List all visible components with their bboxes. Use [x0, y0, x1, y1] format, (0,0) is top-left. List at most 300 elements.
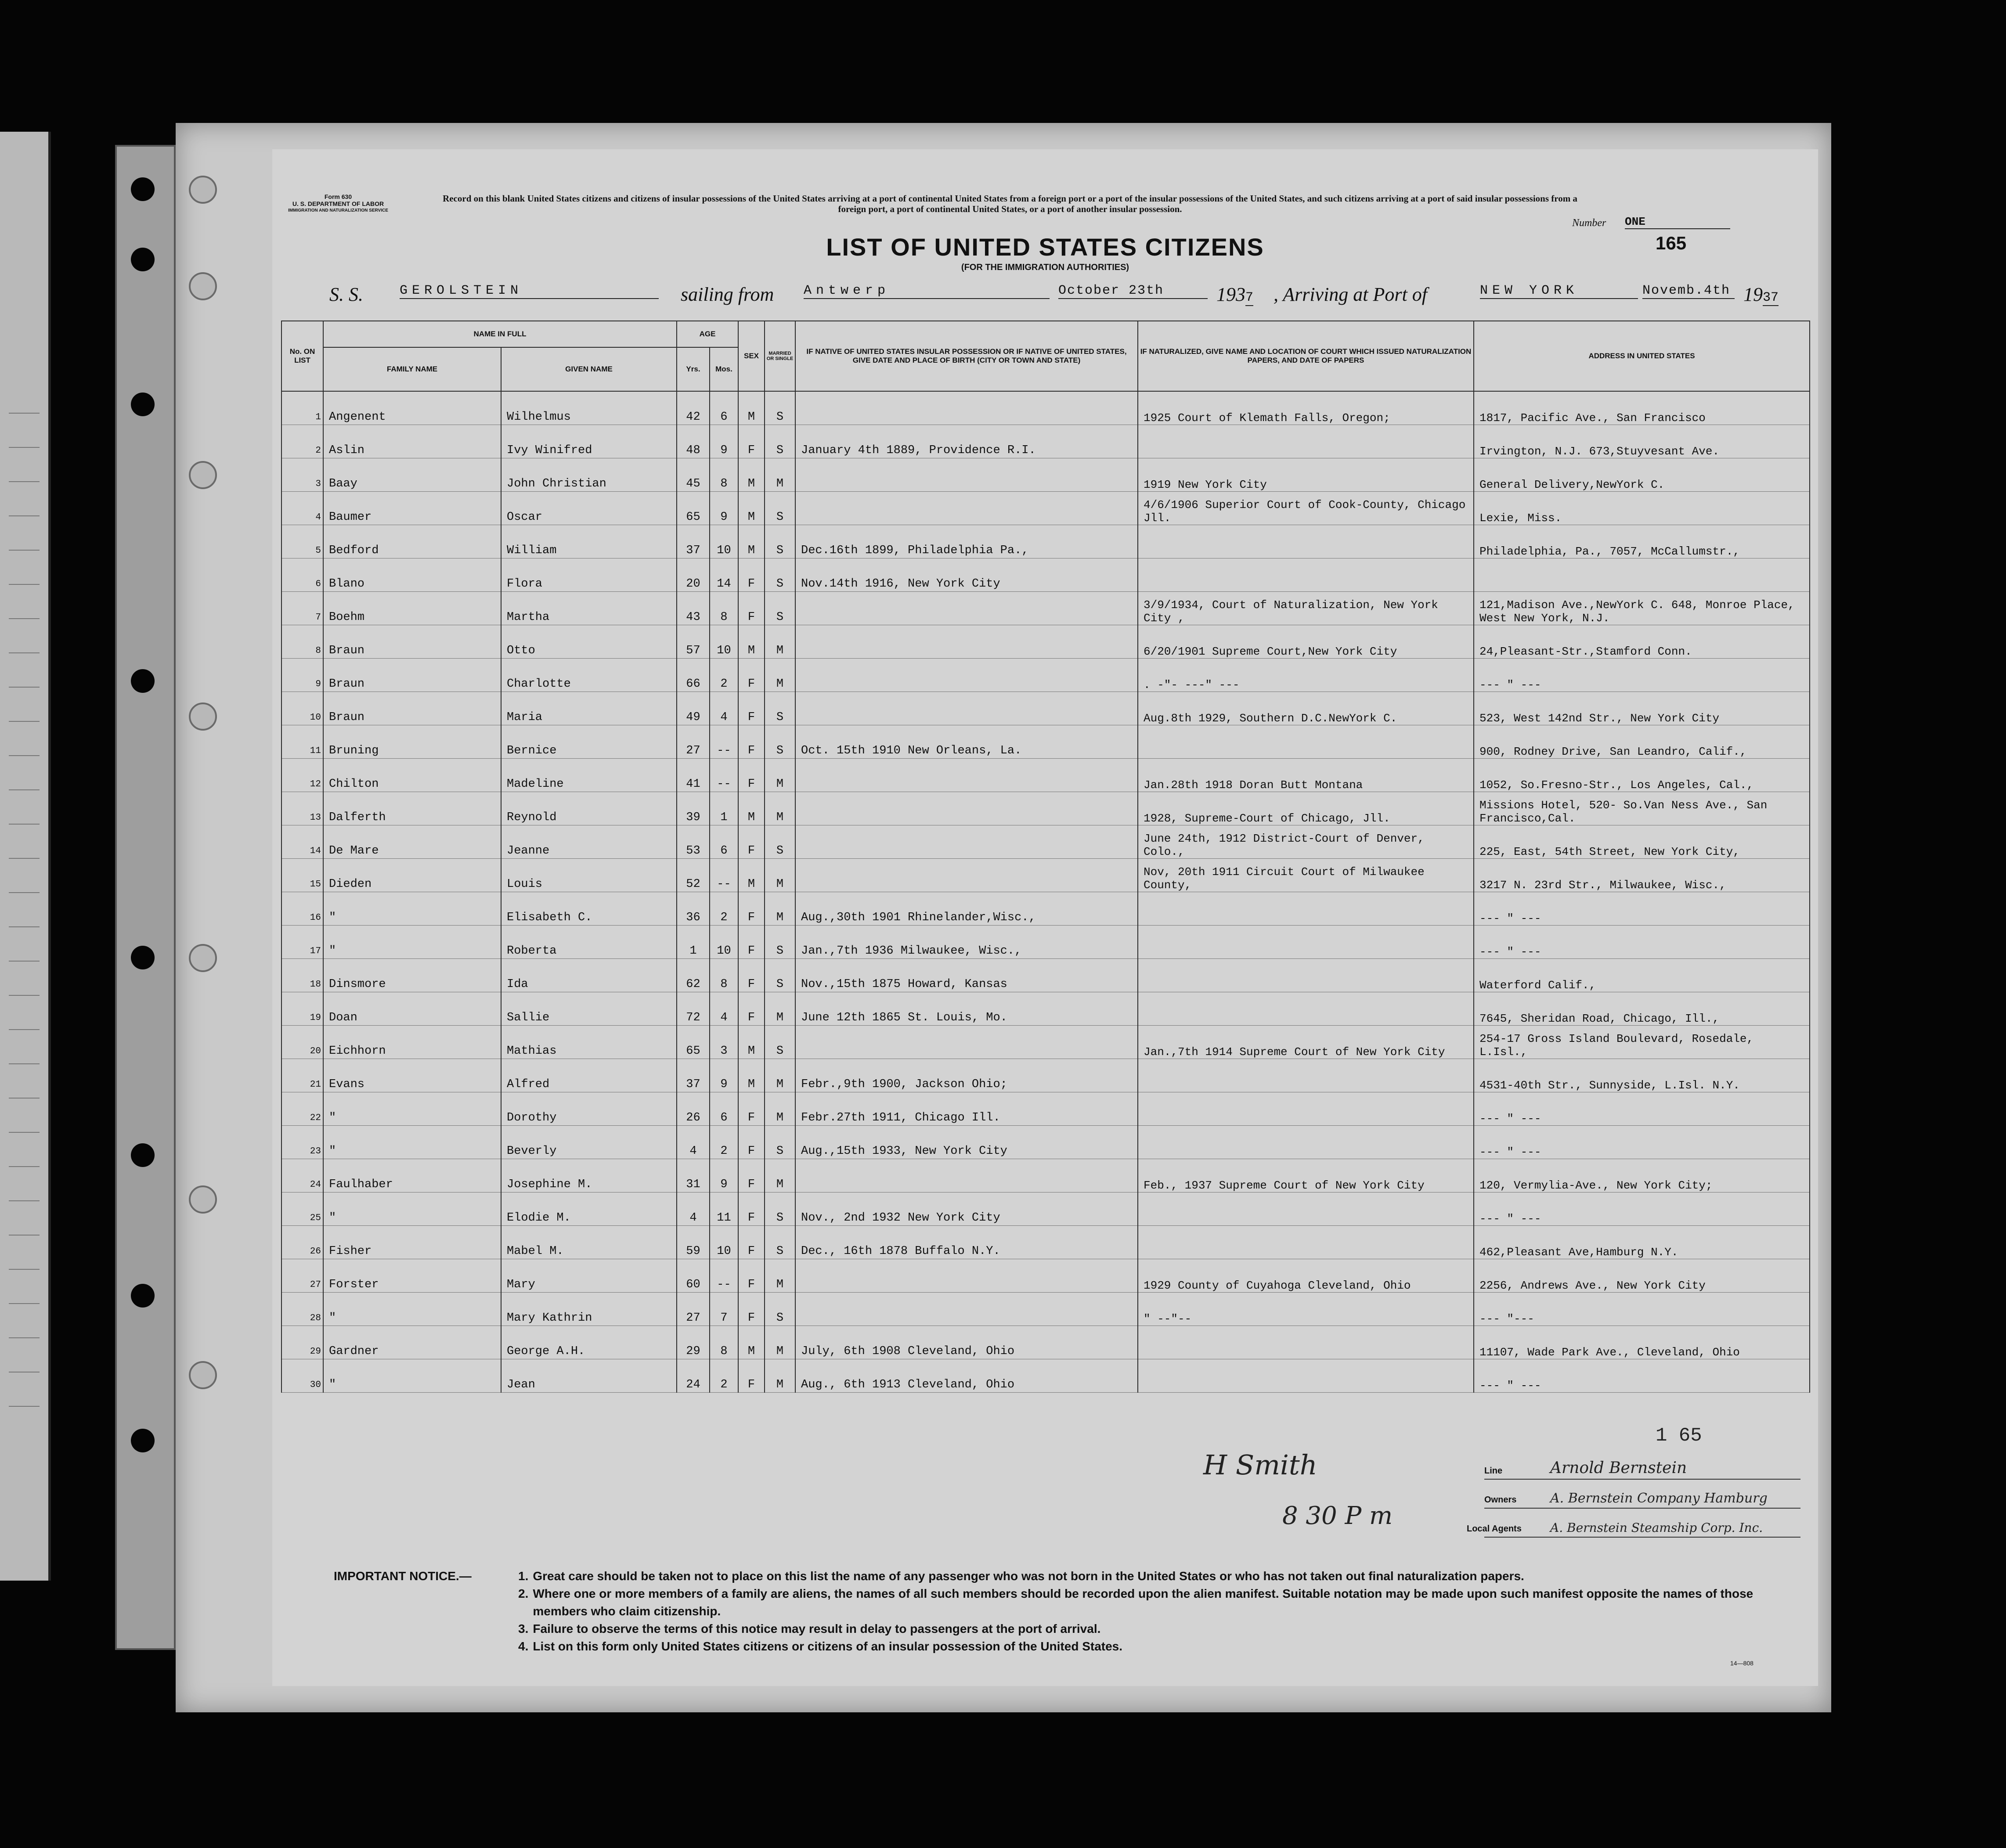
age-years: 53	[677, 825, 710, 859]
sex: F	[738, 1259, 765, 1293]
header-address: ADDRESS IN UNITED STATES	[1474, 321, 1810, 391]
owners-label: Owners	[1484, 1495, 1517, 1505]
birth-place	[795, 1293, 1138, 1326]
row-number: 21	[281, 1059, 323, 1092]
naturalization	[1138, 992, 1474, 1026]
table-row	[281, 1126, 1810, 1159]
arrival-year-digits: 37	[1763, 290, 1779, 305]
owners-signature: A. Bernstein Company Hamburg	[1550, 1491, 1768, 1506]
departure-year	[1216, 283, 1253, 306]
age-months: 8	[710, 458, 738, 492]
birth-place	[795, 1259, 1138, 1293]
age-years: 52	[677, 859, 710, 892]
age-months: 10	[710, 625, 738, 659]
family-name: Blano	[323, 558, 501, 592]
row-number: 11	[281, 725, 323, 759]
given-name: Louis	[501, 859, 677, 892]
previous-page-row-mark	[9, 1063, 40, 1064]
table-row	[281, 825, 1810, 859]
us-address: 462,Pleasant Ave,Hamburg N.Y.	[1474, 1226, 1810, 1259]
print-code: 14—808	[1730, 1660, 1753, 1667]
binder-hole	[189, 176, 217, 204]
us-address: 1817, Pacific Ave., San Francisco	[1474, 391, 1810, 425]
us-address: 2256, Andrews Ave., New York City	[1474, 1259, 1810, 1293]
notice-heading: IMPORTANT NOTICE.—	[334, 1569, 472, 1583]
naturalization: 4/6/1906 Superior Court of Cook-County, Chicago Jll.	[1138, 492, 1474, 525]
us-address: Lexie, Miss.	[1474, 492, 1810, 525]
age-months: --	[710, 725, 738, 759]
sex: F	[738, 558, 765, 592]
line-row	[1484, 1453, 1800, 1480]
given-name: Mathias	[501, 1026, 677, 1059]
given-name: Beverly	[501, 1126, 677, 1159]
header-naturalized: IF NATURALIZED, GIVE NAME AND LOCATION OF COURT WHICH ISSUED NATURALIZATION PAPERS, AND DATE OF PAPERS	[1138, 321, 1474, 391]
birth-place	[795, 592, 1138, 625]
sex: F	[738, 692, 765, 725]
sex: F	[738, 892, 765, 926]
form-code: Form 630	[324, 193, 352, 200]
previous-page-row-mark	[9, 515, 40, 516]
notice-item-text: Where one or more members of a family are aliens, the names of all such members should be recorded upon the alien manifest. Suitable notation may be made upon such manifest opposite the names of those members who claim citizenship.	[533, 1587, 1753, 1618]
passenger-rows	[281, 391, 1810, 1393]
birth-place	[795, 458, 1138, 492]
naturalization	[1138, 525, 1474, 558]
family-name: "	[323, 1293, 501, 1326]
naturalization	[1138, 558, 1474, 592]
punch-hole	[131, 1284, 155, 1308]
previous-page-row-mark	[9, 1166, 40, 1167]
sex: F	[738, 592, 765, 625]
sex: F	[738, 1359, 765, 1393]
row-number: 26	[281, 1226, 323, 1259]
previous-page-row-mark	[9, 995, 40, 996]
age-months: 2	[710, 1126, 738, 1159]
punch-hole	[131, 393, 155, 416]
sex: M	[738, 1026, 765, 1059]
binder-hole	[189, 1361, 217, 1389]
binder-hole	[189, 272, 217, 300]
naturalization: June 24th, 1912 District-Court of Denver, Colo.,	[1138, 825, 1474, 859]
row-number: 30	[281, 1359, 323, 1393]
given-name: Josephine M.	[501, 1159, 677, 1192]
birth-place	[795, 492, 1138, 525]
notice-item-number: 4.	[518, 1639, 529, 1653]
age-months: --	[710, 1259, 738, 1293]
table-row	[281, 391, 1810, 425]
notice-item-text: List on this form only United States citizens or citizens of an insular possession of the United States.	[533, 1639, 1123, 1653]
age-years: 31	[677, 1159, 710, 1192]
given-name: Flora	[501, 558, 677, 592]
marital-status: S	[765, 959, 795, 992]
arrival-time-note: 8 30 P m	[1282, 1502, 1393, 1530]
arrival-year	[1743, 283, 1779, 306]
line-signature: Arnold Bernstein	[1550, 1459, 1687, 1477]
sex: F	[738, 725, 765, 759]
marital-status: S	[765, 825, 795, 859]
previous-page-row-mark	[9, 1406, 40, 1407]
tally-note: 1 65	[1656, 1425, 1702, 1447]
us-address: 121,Madison Ave.,NewYork C. 648, Monroe Place, West New York, N.J.	[1474, 592, 1810, 625]
family-name: De Mare	[323, 825, 501, 859]
given-name: Roberta	[501, 926, 677, 959]
citizens-list-form	[272, 149, 1818, 1686]
marital-status: S	[765, 692, 795, 725]
given-name: John Christian	[501, 458, 677, 492]
given-name: Oscar	[501, 492, 677, 525]
sex: M	[738, 525, 765, 558]
marital-status: M	[765, 859, 795, 892]
table-row	[281, 592, 1810, 625]
row-number: 13	[281, 792, 323, 825]
us-address: 1052, So.Fresno-Str., Los Angeles, Cal.,	[1474, 759, 1810, 792]
row-number: 1	[281, 391, 323, 425]
binding-strip	[115, 145, 176, 1650]
row-number: 7	[281, 592, 323, 625]
given-name: George A.H.	[501, 1326, 677, 1359]
previous-page-row-mark	[9, 481, 40, 482]
family-name: Bruning	[323, 725, 501, 759]
sex: F	[738, 926, 765, 959]
birth-place: Aug.,30th 1901 Rhinelander,Wisc.,	[795, 892, 1138, 926]
sex: F	[738, 959, 765, 992]
naturalization	[1138, 1059, 1474, 1092]
table-row	[281, 1293, 1810, 1326]
previous-page-row-mark	[9, 584, 40, 585]
birth-place	[795, 792, 1138, 825]
us-address: General Delivery,NewYork C.	[1474, 458, 1810, 492]
family-name: Chilton	[323, 759, 501, 792]
table-row	[281, 1326, 1810, 1359]
given-name: Madeline	[501, 759, 677, 792]
marital-status: M	[765, 1059, 795, 1092]
form-number	[285, 193, 391, 214]
marital-status: S	[765, 492, 795, 525]
table-row	[281, 1159, 1810, 1192]
given-name: Alfred	[501, 1059, 677, 1092]
age-years: 42	[677, 391, 710, 425]
previous-page-row-mark	[9, 961, 40, 962]
table-row	[281, 725, 1810, 759]
header-years: Yrs.	[677, 347, 710, 391]
naturalization: 1928, Supreme-Court of Chicago, Jll.	[1138, 792, 1474, 825]
marital-status: M	[765, 1159, 795, 1192]
marital-status: M	[765, 1092, 795, 1126]
naturalization: Feb., 1937 Supreme Court of New York City	[1138, 1159, 1474, 1192]
given-name: Otto	[501, 625, 677, 659]
previous-page-row-mark	[9, 1303, 40, 1304]
given-name: Sallie	[501, 992, 677, 1026]
age-months: --	[710, 759, 738, 792]
row-number: 20	[281, 1026, 323, 1059]
row-number: 19	[281, 992, 323, 1026]
birth-place: Aug.,15th 1933, New York City	[795, 1126, 1138, 1159]
sex: F	[738, 992, 765, 1026]
agents-row	[1467, 1511, 1800, 1538]
naturalization: Jan.28th 1918 Doran Butt Montana	[1138, 759, 1474, 792]
naturalization: 1925 Court of Klemath Falls, Oregon;	[1138, 391, 1474, 425]
birth-place	[795, 825, 1138, 859]
sex: F	[738, 1192, 765, 1226]
age-years: 4	[677, 1192, 710, 1226]
departure-date: October 23th	[1058, 283, 1208, 299]
row-number: 29	[281, 1326, 323, 1359]
ss-label: S. S.	[329, 284, 363, 305]
departure-year-digit: 7	[1245, 290, 1254, 305]
notice-item-number: 3.	[518, 1622, 529, 1635]
given-name: Wilhelmus	[501, 391, 677, 425]
birth-place: Nov.14th 1916, New York City	[795, 558, 1138, 592]
header-birth: IF NATIVE OF UNITED STATES INSULAR POSSESSION OR IF NATIVE OF UNITED STATES, GIVE DATE AND PLACE OF BIRTH (CITY OR TOWN AND STATE)	[795, 321, 1138, 391]
birth-place	[795, 659, 1138, 692]
naturalization	[1138, 1226, 1474, 1259]
sex: F	[738, 1092, 765, 1126]
row-number: 25	[281, 1192, 323, 1226]
birth-place: Febr.,9th 1900, Jackson Ohio;	[795, 1059, 1138, 1092]
family-name: Baumer	[323, 492, 501, 525]
notice-item	[518, 1638, 1792, 1655]
family-name: Faulhaber	[323, 1159, 501, 1192]
previous-page-row-mark	[9, 1132, 40, 1133]
us-address: 7645, Sheridan Road, Chicago, Ill.,	[1474, 992, 1810, 1026]
previous-page-row-mark	[9, 687, 40, 688]
us-address: --- " ---	[1474, 659, 1810, 692]
arriving-label: , Arriving at Port of	[1274, 284, 1427, 305]
age-months: 2	[710, 1359, 738, 1393]
marital-status: S	[765, 725, 795, 759]
sex: M	[738, 625, 765, 659]
notice-list	[518, 1567, 1792, 1655]
previous-page-row-mark	[9, 755, 40, 756]
table-row	[281, 792, 1810, 825]
birth-place: Febr.27th 1911, Chicago Ill.	[795, 1092, 1138, 1126]
age-years: 36	[677, 892, 710, 926]
previous-page-row-mark	[9, 1235, 40, 1236]
age-months: 10	[710, 525, 738, 558]
previous-page-row-mark	[9, 789, 40, 790]
table-row	[281, 959, 1810, 992]
age-months: 3	[710, 1026, 738, 1059]
birth-place	[795, 1026, 1138, 1059]
age-months: 14	[710, 558, 738, 592]
family-name: "	[323, 892, 501, 926]
row-number: 17	[281, 926, 323, 959]
age-months: 10	[710, 926, 738, 959]
header-age: AGE	[677, 321, 738, 347]
age-months: 10	[710, 1226, 738, 1259]
row-number: 16	[281, 892, 323, 926]
marital-status: S	[765, 525, 795, 558]
sailing-from-label: sailing from	[681, 284, 774, 305]
us-address: 3217 N. 23rd Str., Milwaukee, Wisc.,	[1474, 859, 1810, 892]
age-months: 9	[710, 492, 738, 525]
us-address: 24,Pleasant-Str.,Stamford Conn.	[1474, 625, 1810, 659]
family-name: Dinsmore	[323, 959, 501, 992]
us-address: Irvington, N.J. 673,Stuyvesant Ave.	[1474, 425, 1810, 458]
sex: F	[738, 659, 765, 692]
sex: M	[738, 391, 765, 425]
notice-item-text: Failure to observe the terms of this notice may result in delay to passengers at the port of arrival.	[533, 1622, 1101, 1635]
age-years: 27	[677, 1293, 710, 1326]
us-address	[1474, 558, 1810, 592]
given-name: Charlotte	[501, 659, 677, 692]
previous-page-row-mark	[9, 858, 40, 859]
us-address: 900, Rodney Drive, San Leandro, Calif.,	[1474, 725, 1810, 759]
previous-page-row-mark	[9, 721, 40, 722]
table-row	[281, 859, 1810, 892]
header-sex: SEX	[738, 321, 765, 391]
given-name: Ida	[501, 959, 677, 992]
given-name: Elisabeth C.	[501, 892, 677, 926]
age-months: 11	[710, 1192, 738, 1226]
punch-hole	[131, 946, 155, 969]
row-number: 22	[281, 1092, 323, 1126]
naturalization: Nov, 20th 1911 Circuit Court of Milwaukee County,	[1138, 859, 1474, 892]
age-years: 41	[677, 759, 710, 792]
header-months: Mos.	[710, 347, 738, 391]
age-years: 37	[677, 525, 710, 558]
marital-status: S	[765, 1293, 795, 1326]
form-instructions: Record on this blank United States citizens and citizens of insular possessions of the United States arriving at a port of continental United States from a foreign port or a port of the insular possessions of the United States, and such citizens arriving at a port of said insular possessions from a foreign port, a port of continental United States, or a port of another insular possession.	[443, 193, 1577, 214]
arrival-year-prefix: 19	[1743, 284, 1763, 305]
family-name: Braun	[323, 659, 501, 692]
previous-page-row-mark	[9, 1269, 40, 1270]
agents-signature: A. Bernstein Steamship Corp. Inc.	[1550, 1520, 1763, 1535]
family-name: "	[323, 1359, 501, 1393]
table-row	[281, 759, 1810, 792]
previous-page-row-mark	[9, 1029, 40, 1030]
age-months: 1	[710, 792, 738, 825]
row-number: 15	[281, 859, 323, 892]
age-years: 65	[677, 492, 710, 525]
owners-row	[1484, 1482, 1800, 1509]
row-number: 28	[281, 1293, 323, 1326]
naturalization	[1138, 1092, 1474, 1126]
binder-hole	[189, 944, 217, 972]
age-years: 72	[677, 992, 710, 1026]
age-years: 49	[677, 692, 710, 725]
birth-place	[795, 859, 1138, 892]
age-months: 2	[710, 892, 738, 926]
table-row	[281, 1259, 1810, 1293]
us-address: --- "---	[1474, 1293, 1810, 1326]
age-months: 9	[710, 425, 738, 458]
us-address: 11107, Wade Park Ave., Cleveland, Ohio	[1474, 1326, 1810, 1359]
notice-item-number: 2.	[518, 1587, 529, 1600]
previous-page-row-mark	[9, 652, 40, 653]
officer-initials: H Smith	[1203, 1449, 1317, 1481]
age-years: 24	[677, 1359, 710, 1393]
naturalization	[1138, 425, 1474, 458]
given-name: Elodie M.	[501, 1192, 677, 1226]
age-months: 4	[710, 992, 738, 1026]
given-name: Bernice	[501, 725, 677, 759]
family-name: Aslin	[323, 425, 501, 458]
sex: M	[738, 859, 765, 892]
birth-place: Oct. 15th 1910 New Orleans, La.	[795, 725, 1138, 759]
sex: F	[738, 425, 765, 458]
given-name: Reynold	[501, 792, 677, 825]
sex: F	[738, 825, 765, 859]
naturalization: 3/9/1934, Court of Naturalization, New York City ,	[1138, 592, 1474, 625]
previous-page-edge	[0, 132, 51, 1581]
sex: F	[738, 1226, 765, 1259]
table-row	[281, 1059, 1810, 1092]
sex: M	[738, 492, 765, 525]
marital-status: M	[765, 892, 795, 926]
naturalization	[1138, 926, 1474, 959]
marital-status: S	[765, 1026, 795, 1059]
previous-page-row-mark	[9, 1098, 40, 1099]
family-name: Doan	[323, 992, 501, 1026]
table-row	[281, 1092, 1810, 1126]
birth-place: June 12th 1865 St. Louis, Mo.	[795, 992, 1138, 1026]
row-number: 10	[281, 692, 323, 725]
birth-place	[795, 759, 1138, 792]
age-years: 29	[677, 1326, 710, 1359]
family-name: Baay	[323, 458, 501, 492]
row-number: 12	[281, 759, 323, 792]
family-name: Boehm	[323, 592, 501, 625]
previous-page-row-mark	[9, 447, 40, 448]
marital-status: S	[765, 926, 795, 959]
age-years: 65	[677, 1026, 710, 1059]
passenger-table	[281, 321, 1810, 1393]
age-years: 26	[677, 1092, 710, 1126]
arrival-port: NEW YORK	[1480, 283, 1638, 299]
birth-place: July, 6th 1908 Cleveland, Ohio	[795, 1326, 1138, 1359]
given-name: Ivy Winifred	[501, 425, 677, 458]
service-name: IMMIGRATION AND NATURALIZATION SERVICE	[288, 208, 388, 213]
previous-page-row-mark	[9, 413, 40, 414]
family-name: Dalferth	[323, 792, 501, 825]
birth-place: Nov., 2nd 1932 New York City	[795, 1192, 1138, 1226]
birth-place: Aug., 6th 1913 Cleveland, Ohio	[795, 1359, 1138, 1393]
table-row	[281, 692, 1810, 725]
birth-place	[795, 1159, 1138, 1192]
us-address: --- " ---	[1474, 892, 1810, 926]
arrival-date: Novemb.4th	[1642, 283, 1735, 299]
family-name: "	[323, 926, 501, 959]
age-months: 9	[710, 1059, 738, 1092]
punch-hole	[131, 1429, 155, 1452]
marital-status: M	[765, 1359, 795, 1393]
binder-hole	[189, 1185, 217, 1214]
given-name: Jean	[501, 1359, 677, 1393]
table-row	[281, 892, 1810, 926]
table-row	[281, 1026, 1810, 1059]
us-address: --- " ---	[1474, 1126, 1810, 1159]
family-name: Evans	[323, 1059, 501, 1092]
table-row	[281, 558, 1810, 592]
naturalization	[1138, 1192, 1474, 1226]
marital-status: M	[765, 792, 795, 825]
voyage-line	[329, 283, 1822, 310]
row-number: 3	[281, 458, 323, 492]
birth-place: Dec.16th 1899, Philadelphia Pa.,	[795, 525, 1138, 558]
page-number: 165	[1656, 233, 1687, 253]
us-address: Missions Hotel, 520- So.Van Ness Ave., San Francisco,Cal.	[1474, 792, 1810, 825]
marital-status: S	[765, 425, 795, 458]
table-row	[281, 1226, 1810, 1259]
age-years: 43	[677, 592, 710, 625]
marital-status: M	[765, 659, 795, 692]
family-name: Angenent	[323, 391, 501, 425]
table-row	[281, 425, 1810, 458]
header-given-name: GIVEN NAME	[501, 347, 677, 391]
marital-status: M	[765, 1259, 795, 1293]
departure-port: Antwerp	[804, 283, 1050, 299]
punch-hole	[131, 1143, 155, 1167]
